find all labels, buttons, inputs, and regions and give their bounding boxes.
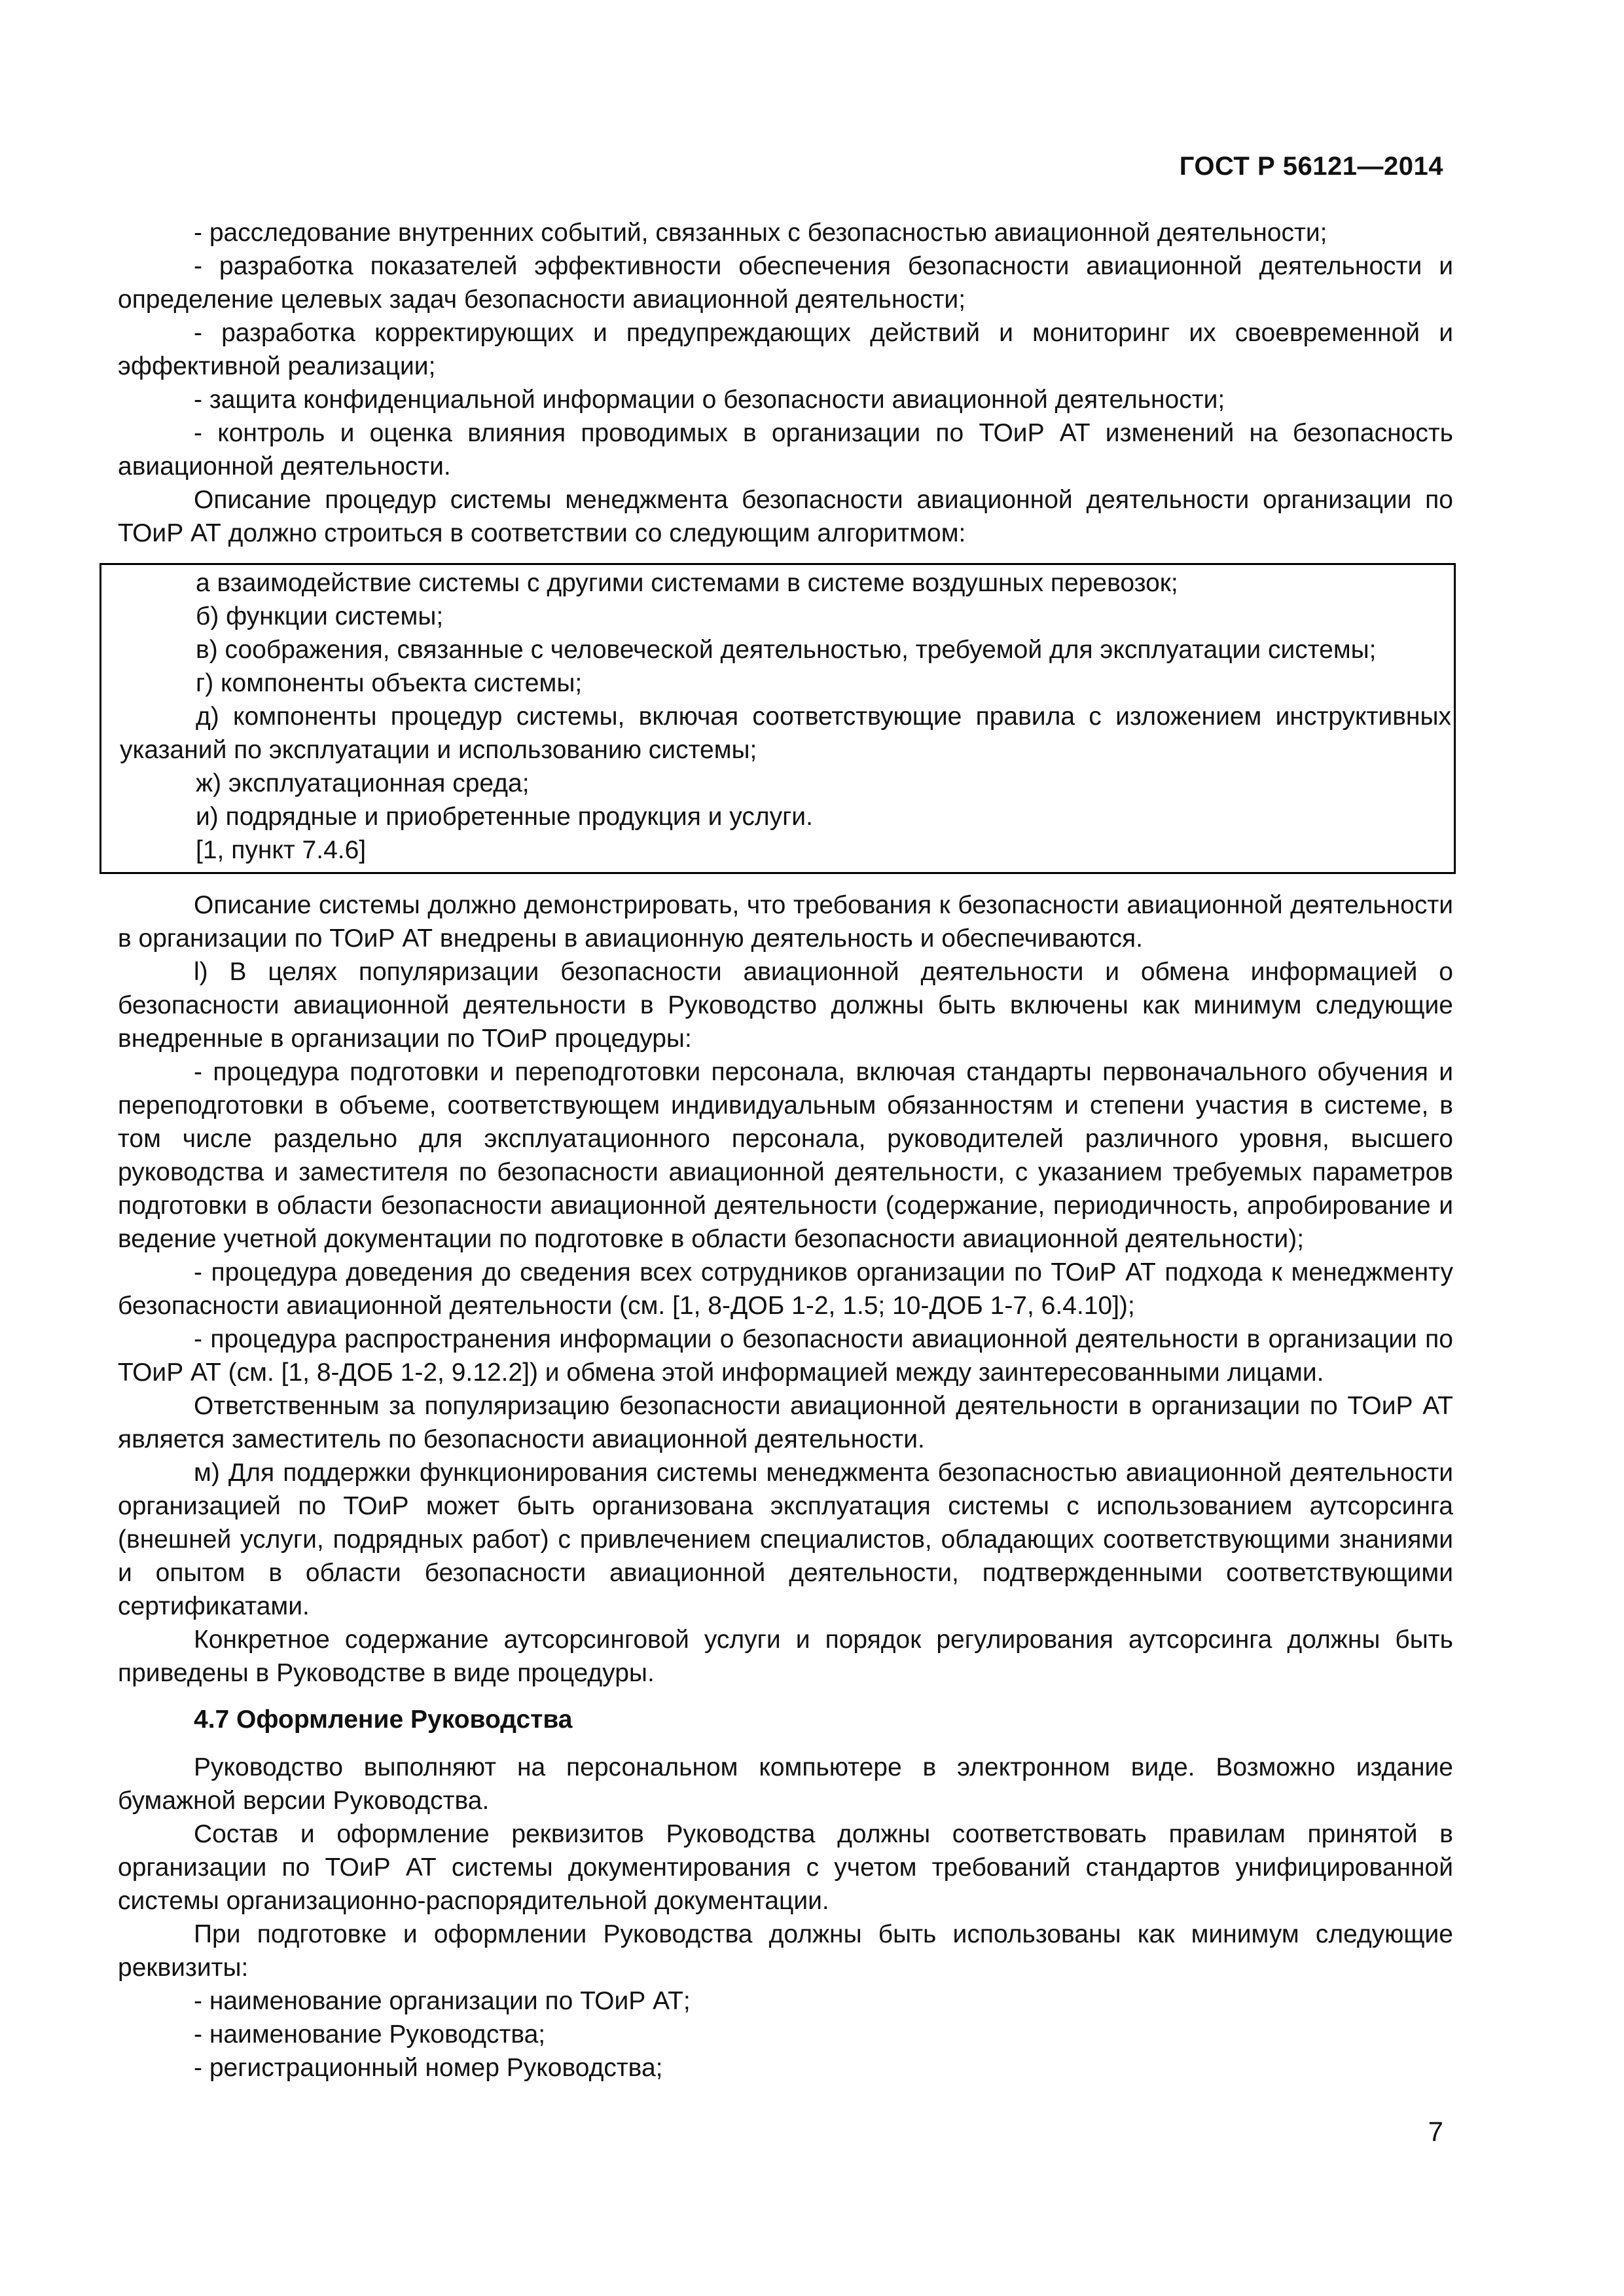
quote-reference: [1, пункт 7.4.6] (196, 836, 367, 864)
paragraph: Описание системы должно демонстрировать, что требования к безопасности авиационной деятельности в организации по ТОиР АТ внедрены в авиационную деятельность и обеспечиваются. (118, 891, 1453, 953)
paragraph: При подготовке и оформлении Руководства должны быть использованы как минимум следующие реквизиты: (118, 1920, 1453, 1982)
paragraph: Состав и оформление реквизитов Руководства должны соответствовать правилам принятой в организации по ТОиР АТ системы документирования с учетом требований стандартов унифицированной системы организационно-распорядительной документации. (118, 1820, 1453, 1915)
section-heading: 4.7 Оформление Руководства (194, 1705, 573, 1734)
list-item: - процедура подготовки и переподготовки персонала, включая стандарты первоначального обучения и переподготовки в объеме, соответствующем индивидуальным обязанностям и степени участия в системе, в том числе раздельно для эксплуатационного персонала, руководителей различного уровня, высшего руководства и заместителя по безопасности авиационной деятельности, с указанием требуемых параметров подготовки в области безопасности авиационной деятельности (содержание, периодичность, апробирование и ведение учетной документации по подготовке в области безопасности авиационной деятельности); (118, 1058, 1453, 1253)
quote-item: ж) эксплуатационная среда; (196, 769, 530, 797)
list-item: - процедура распространения информации о безопасности авиационной деятельности в организации по ТОиР АТ (см. [1, 8-ДОБ 1-2, 9.12.2]) и обмена этой информацией между заинтересованными лицами. (118, 1325, 1453, 1387)
list-item: - наименование Руководства; (194, 2020, 546, 2049)
quote-item: в) соображения, связанные с человеческой деятельностью, требуемой для эксплуатации системы; (196, 636, 1377, 664)
list-item: - процедура доведения до сведения всех сотрудников организации по ТОиР АТ подхода к менеджменту безопасности авиационной деятельности (см. [1, 8-ДОБ 1-2, 1.5; 10-ДОБ 1-7, 6.4.10]); (118, 1258, 1453, 1320)
paragraph: Ответственным за популяризацию безопасности авиационной деятельности в организации по ТОиР АТ является заместитель по безопасности авиационной деятельности. (118, 1392, 1453, 1453)
document-code-header: ГОСТ Р 56121—2014 (1179, 152, 1443, 181)
quoted-requirements-box (99, 563, 1456, 874)
paragraph: Конкретное содержание аутсорсинговой услуги и порядок регулирования аутсорсинга должны быть приведены в Руководстве в виде процедуры. (118, 1626, 1453, 1687)
quote-item: б) функции системы; (196, 602, 444, 630)
page-body (118, 216, 1453, 2085)
quote-item: г) компоненты объекта системы; (196, 669, 583, 697)
quote-item: а взаимодействие системы с другими системами в системе воздушных перевозок; (196, 569, 1178, 597)
list-item: - контроль и оценка влияния проводимых в организации по ТОиР АТ изменений на безопасность авиационной деятельности. (118, 419, 1453, 481)
paragraph: Руководство выполняют на персональном компьютере в электронном виде. Возможно издание бумажной версии Руководства. (118, 1753, 1453, 1815)
list-item: - расследование внутренних событий, связанных с безопасностью авиационной деятельности; (194, 219, 1327, 247)
list-item: - разработка корректирующих и предупреждающих действий и мониторинг их своевременной и эффективной реализации; (118, 319, 1453, 380)
list-item: - регистрационный номер Руководства; (194, 2054, 663, 2082)
paragraph: м) Для поддержки функционирования системы менеджмента безопасностью авиационной деятельности организацией по ТОиР может быть организована эксплуатация системы с использованием аутсорсинга (внешней услуги, подрядных работ) с привлечением специалистов, обладающих соответствующими знаниями и опытом в области безопасности авиационной деятельности, подтвержденными соответствующими сертификатами. (118, 1459, 1453, 1620)
quote-item: и) подрядные и приобретенные продукция и услуги. (196, 803, 813, 831)
quote-item: д) компоненты процедур системы, включая соответствующие правила с изложением инструктивных указаний по эксплуатации и использованию системы; (120, 702, 1451, 764)
list-item: - наименование организации по ТОиР АТ; (194, 1987, 691, 2015)
paragraph: l) В целях популяризации безопасности авиационной деятельности и обмена информацией о безопасности авиационной деятельности в Руководство должны быть включены как минимум следующие внедренные в организации по ТОиР процедуры: (118, 958, 1453, 1053)
list-item: - защита конфиденциальной информации о безопасности авиационной деятельности; (194, 386, 1225, 414)
page-number: 7 (1428, 2116, 1443, 2147)
list-item: - разработка показателей эффективности обеспечения безопасности авиационной деятельности и определение целевых задач безопасности авиационной деятельности; (118, 252, 1453, 314)
paragraph: Описание процедур системы менеджмента безопасности авиационной деятельности организации по ТОиР АТ должно строиться в соответствии со следующим алгоритмом: (118, 486, 1453, 547)
